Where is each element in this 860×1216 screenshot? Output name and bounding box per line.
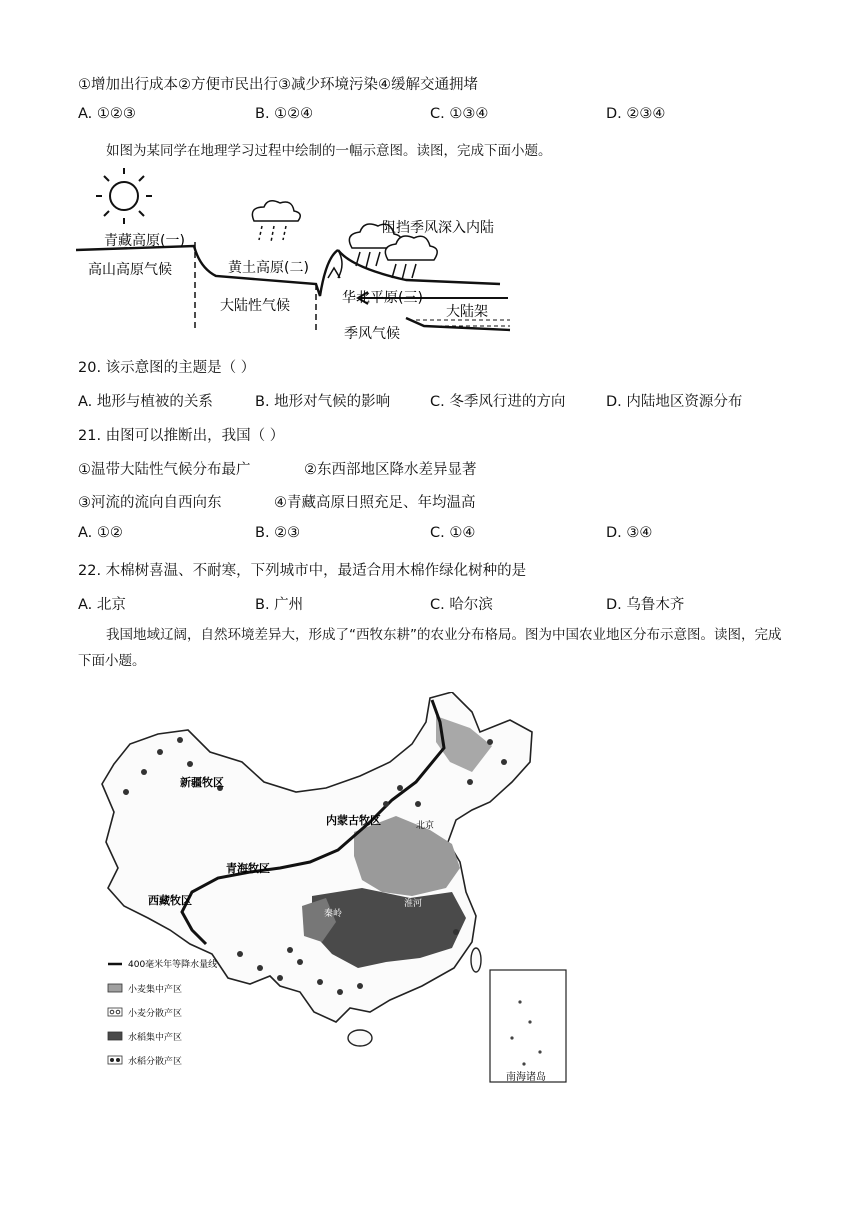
map-label-tibet: 西藏牧区	[148, 894, 192, 907]
intro-map-text: 我国地域辽阔，自然环境差异大，形成了“西牧东耕”的农业分布格局。图为中国农业地区分布示意图。读图，完成下面小题。	[78, 627, 782, 669]
label-qinghai-tibet: 青藏高原(一)	[104, 233, 185, 249]
label-north-china-plain: 华北平原(三)	[342, 290, 423, 306]
q21-option-d[interactable]: D. ③④	[606, 525, 653, 541]
map-label-inner-mongolia: 内蒙古牧区	[326, 814, 381, 827]
q21-statement-3: ③河流的流向自西向东	[78, 495, 222, 511]
legend-wheat-dispersed: 小麦分散产区	[128, 1009, 183, 1019]
map-label-beijing: 北京	[416, 821, 435, 831]
q20-option-d[interactable]: D. 内陆地区资源分布	[606, 394, 743, 410]
label-continental-climate: 大陆性气候	[220, 298, 290, 314]
q21-stem: 21. 由图可以推断出，我国（ ）	[78, 428, 285, 444]
q22-option-c[interactable]: C. 哈尔滨	[430, 597, 493, 613]
q20-stem: 20. 该示意图的主题是（ ）	[78, 360, 256, 376]
terrain-climate-diagram	[76, 168, 516, 348]
q22-stem: 22. 木棉树喜温、不耐寒，下列城市中，最适合用木棉作绿化树种的是	[78, 563, 527, 579]
map-label-qinling: 秦岭	[324, 909, 343, 919]
legend-wheat-concentrated: 小麦集中产区	[128, 985, 183, 995]
legend-rice-concentrated: 水稻集中产区	[128, 1033, 183, 1043]
map-label-south-sea: 南海诸岛	[506, 1072, 546, 1083]
q21-option-b[interactable]: B. ②③	[255, 525, 301, 541]
legend-rice-dispersed: 水稻分散产区	[128, 1057, 183, 1067]
legend-isohyet: 400毫米年等降水量线	[128, 960, 218, 970]
label-block-monsoon: 阻挡季风深入内陆	[382, 220, 494, 236]
q21-statement-4: ④青藏高原日照充足、年均温高	[274, 495, 476, 511]
label-continental-shelf: 大陆架	[446, 304, 488, 320]
label-highland-climate: 高山高原气候	[88, 262, 172, 278]
map-label-qinghai: 青海牧区	[226, 862, 270, 875]
map-label-xinjiang: 新疆牧区	[180, 776, 224, 789]
q21-option-a[interactable]: A. ①②	[78, 525, 123, 541]
map-legend	[108, 958, 217, 1067]
label-loess-plateau: 黄土高原(二)	[228, 260, 309, 276]
q22-option-d[interactable]: D. 乌鲁木齐	[606, 597, 685, 613]
q19-option-c[interactable]: C. ①③④	[430, 106, 489, 122]
q19-option-a[interactable]: A. ①②③	[78, 106, 136, 122]
q19-option-d[interactable]: D. ②③④	[606, 106, 666, 122]
q21-option-c[interactable]: C. ①④	[430, 525, 476, 541]
q20-option-b[interactable]: B. 地形对气候的影响	[255, 394, 391, 410]
q21-statement-2: ②东西部地区降水差异显著	[304, 462, 477, 478]
q21-statement-1: ①温带大陆性气候分布最广	[78, 462, 251, 478]
q19-statements: ①增加出行成本②方便市民出行③减少环境污染④缓解交通拥堵	[78, 77, 478, 93]
q22-option-a[interactable]: A. 北京	[78, 597, 126, 613]
q22-option-b[interactable]: B. 广州	[255, 597, 304, 613]
cloud-icon	[252, 201, 300, 242]
sun-icon	[96, 168, 152, 224]
q19-option-b[interactable]: B. ①②④	[255, 106, 314, 122]
label-monsoon-climate: 季风气候	[344, 326, 400, 342]
map-label-huaihe: 淮河	[404, 899, 423, 909]
china-agriculture-map	[100, 692, 580, 1088]
intro-diagram-text: 如图为某同学在地理学习过程中绘制的一幅示意图。读图，完成下面小题。	[106, 143, 552, 159]
q20-option-c[interactable]: C. 冬季风行进的方向	[430, 394, 566, 410]
south-sea-inset	[490, 970, 566, 1082]
q20-option-a[interactable]: A. 地形与植被的关系	[78, 394, 213, 410]
